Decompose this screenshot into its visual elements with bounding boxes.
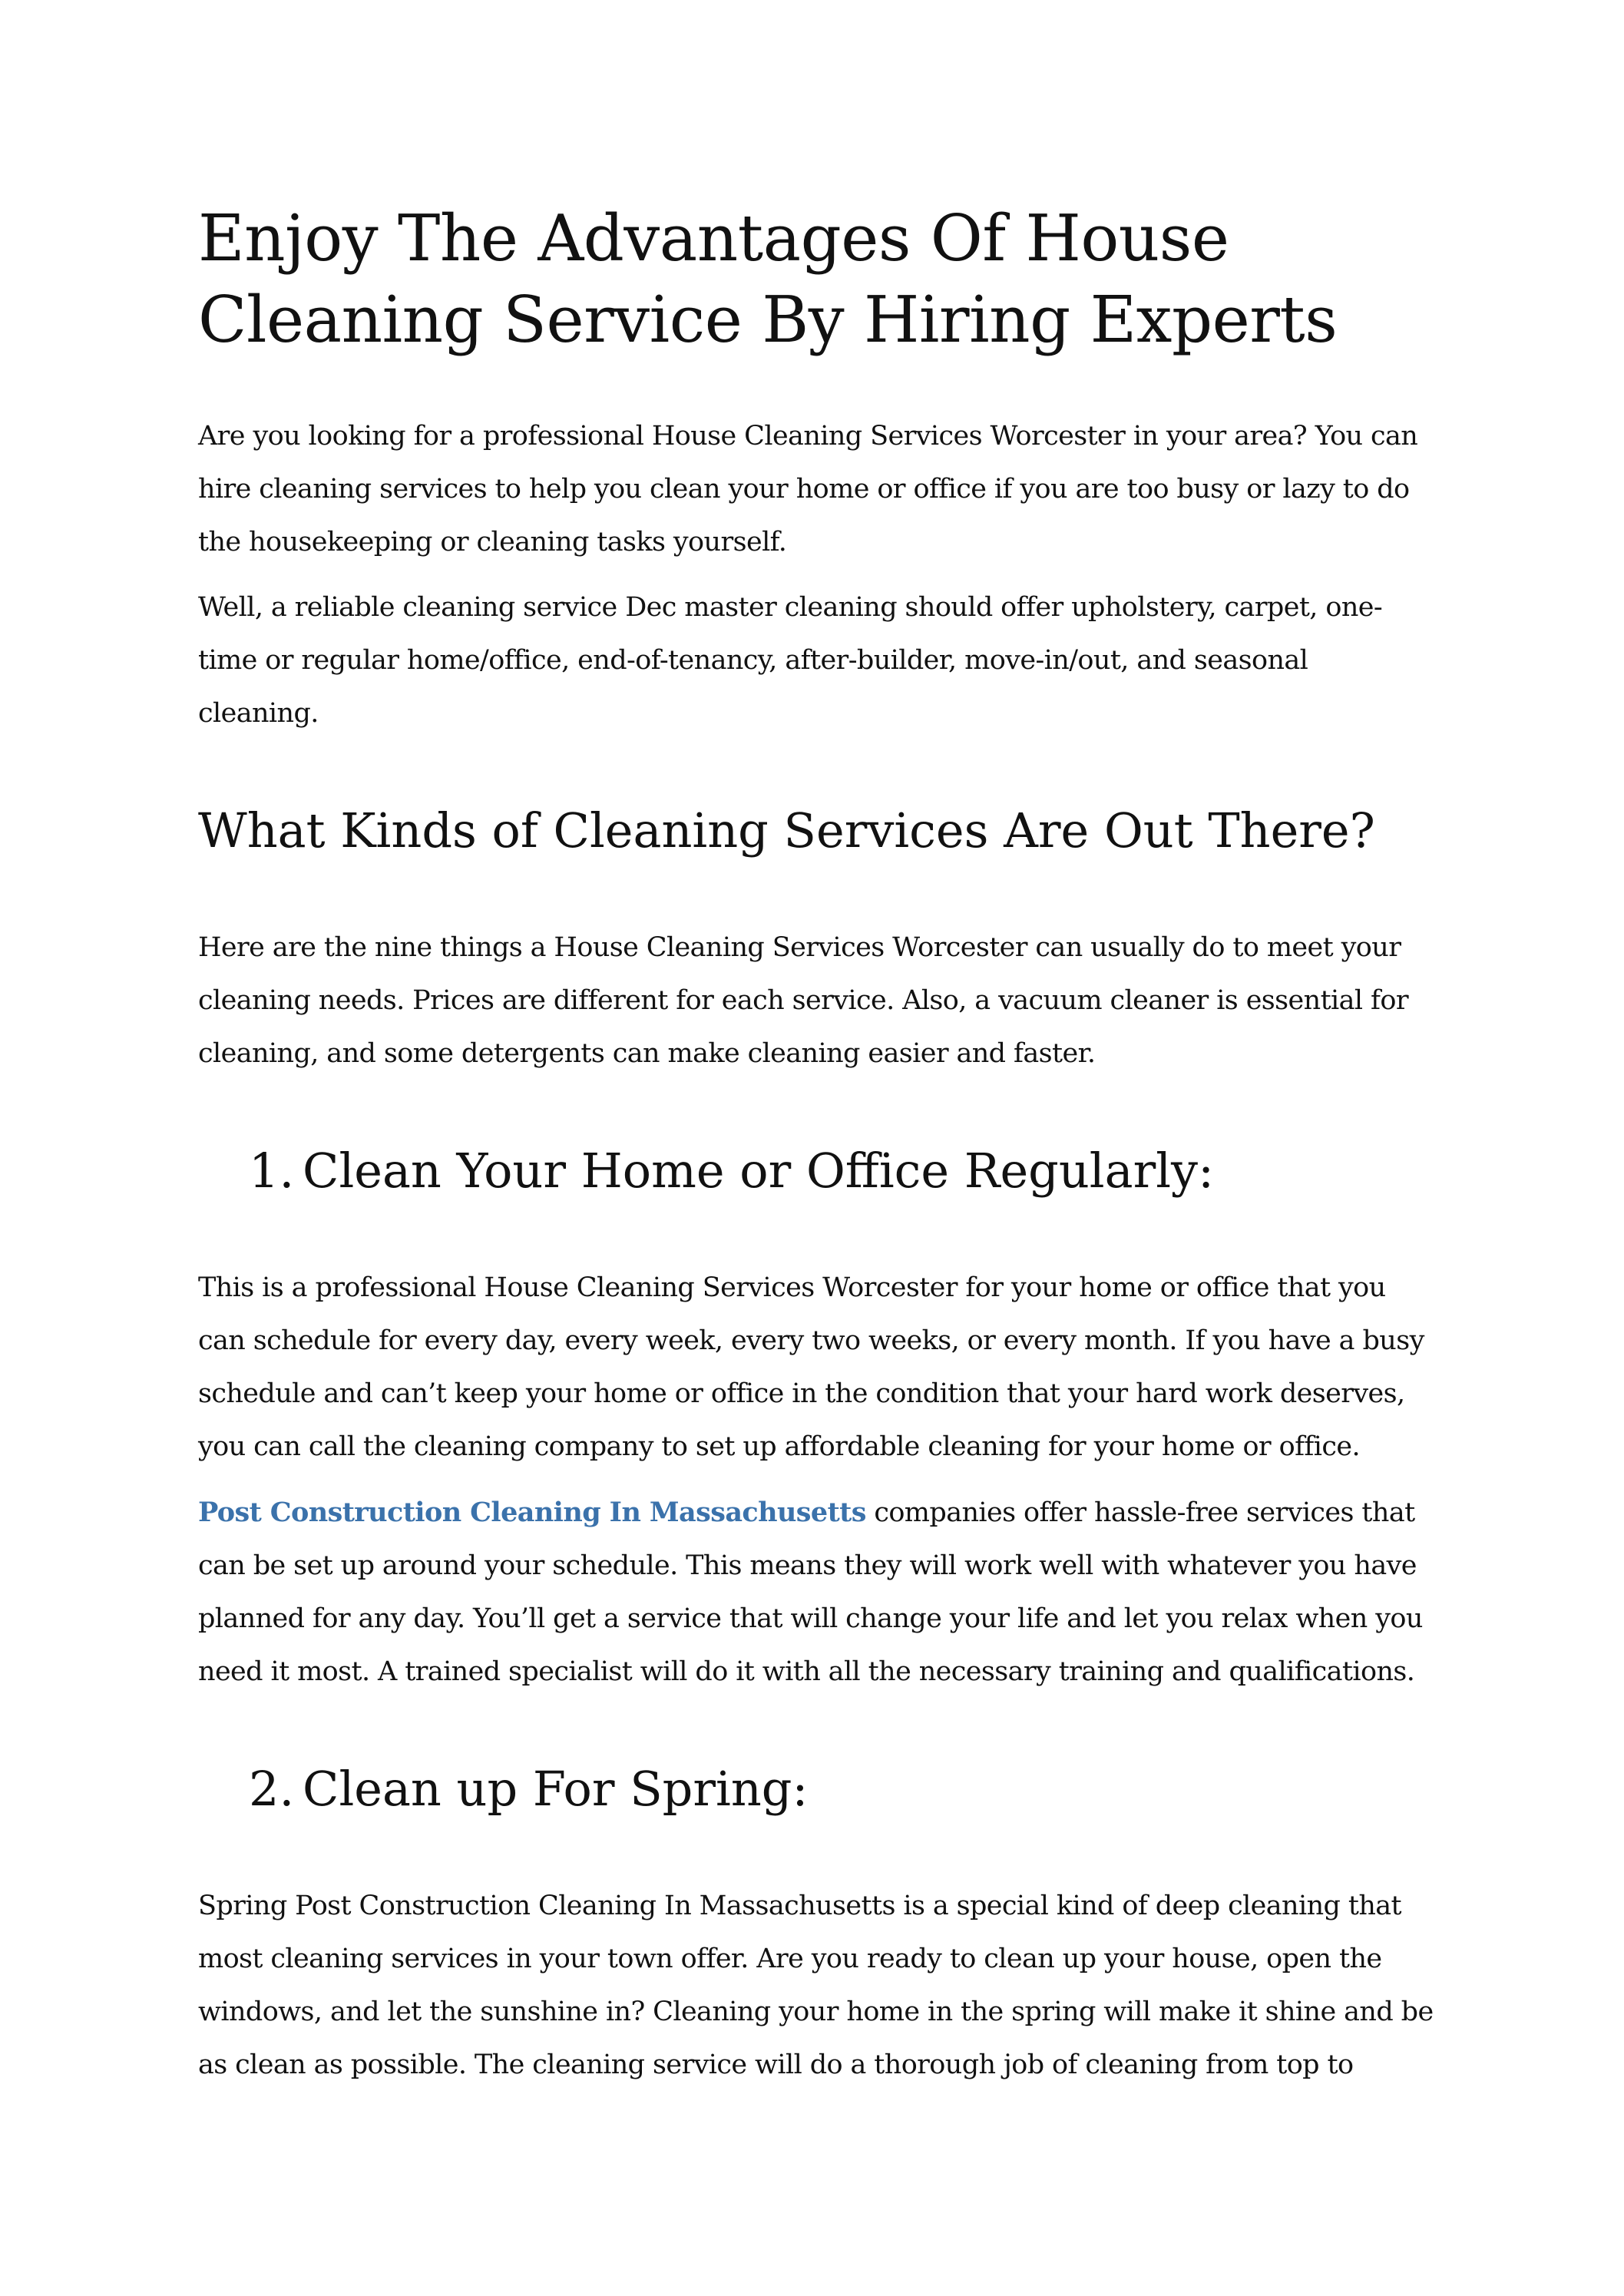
item-1-paragraph-1: This is a professional House Cleaning Services Worcester for your home or office that you can schedule for every day, every week, every two weeks, or every month. If you have a busy schedule and can’t keep your home or office in the condition that your hard work deserves, you can call the cleaning company to set up affordable cleaning for your home or office. — [198, 1272, 1424, 1462]
item-1-number: 1. — [249, 1143, 295, 1199]
item-1-paragraph-2-text: companies offer hassle-free services that can be set up around your schedule. This means they will work well with whatever you have planned for any day. You’ll get a service that will change your life and let you relax when you need it most. A trained specialist will do it with all the necessary training and qualifications. — [198, 1497, 1423, 1687]
page-title: Enjoy The Advantages Of House Cleaning Service By Hiring Experts — [198, 201, 1338, 357]
item-1-paragraph-2 — [198, 1486, 1434, 1699]
section-intro-paragraph: Here are the nine things a House Cleaning Services Worcester can usually do to meet your cleaning needs. Prices are different for each service. Also, a vacuum cleaner is essential for cleaning, and some detergents can make cleaning easier and faster. — [198, 932, 1408, 1069]
intro-paragraph-2: Well, a reliable cleaning service Dec master cleaning should offer upholstery, carpet, one-time or regular home/office, end-of-tenancy, after-builder, move-in/out, and seasonal cleaning. — [198, 592, 1383, 729]
item-2-paragraph-1: Spring Post Construction Cleaning In Massachusetts is a special kind of deep cleaning that most cleaning services in your town offer. Are you ready to clean up your house, open the windows, and let the sunshine in? Cleaning your home in the spring will make it shine and be as clean as possible. The cleaning service will do a thorough job of cleaning from top to — [198, 1891, 1434, 2080]
post-construction-cleaning-link[interactable]: Post Construction Cleaning In Massachusetts — [198, 1497, 866, 1528]
section-heading: What Kinds of Cleaning Services Are Out There? — [198, 802, 1375, 859]
item-1-heading-text: Clean Your Home or Office Regularly: — [303, 1143, 1214, 1199]
intro-paragraph-1: Are you looking for a professional House Cleaning Services Worcester in your area? You can hire cleaning services to help you clean your home or office if you are too busy or lazy to do the housekeeping or cleaning tasks yourself. — [198, 421, 1418, 557]
item-2-heading — [198, 1758, 1434, 1820]
item-2-number: 2. — [249, 1761, 295, 1817]
item-2-heading-text: Clean up For Spring: — [303, 1761, 809, 1817]
item-1-heading — [198, 1140, 1434, 1202]
document-body — [198, 198, 1434, 2104]
